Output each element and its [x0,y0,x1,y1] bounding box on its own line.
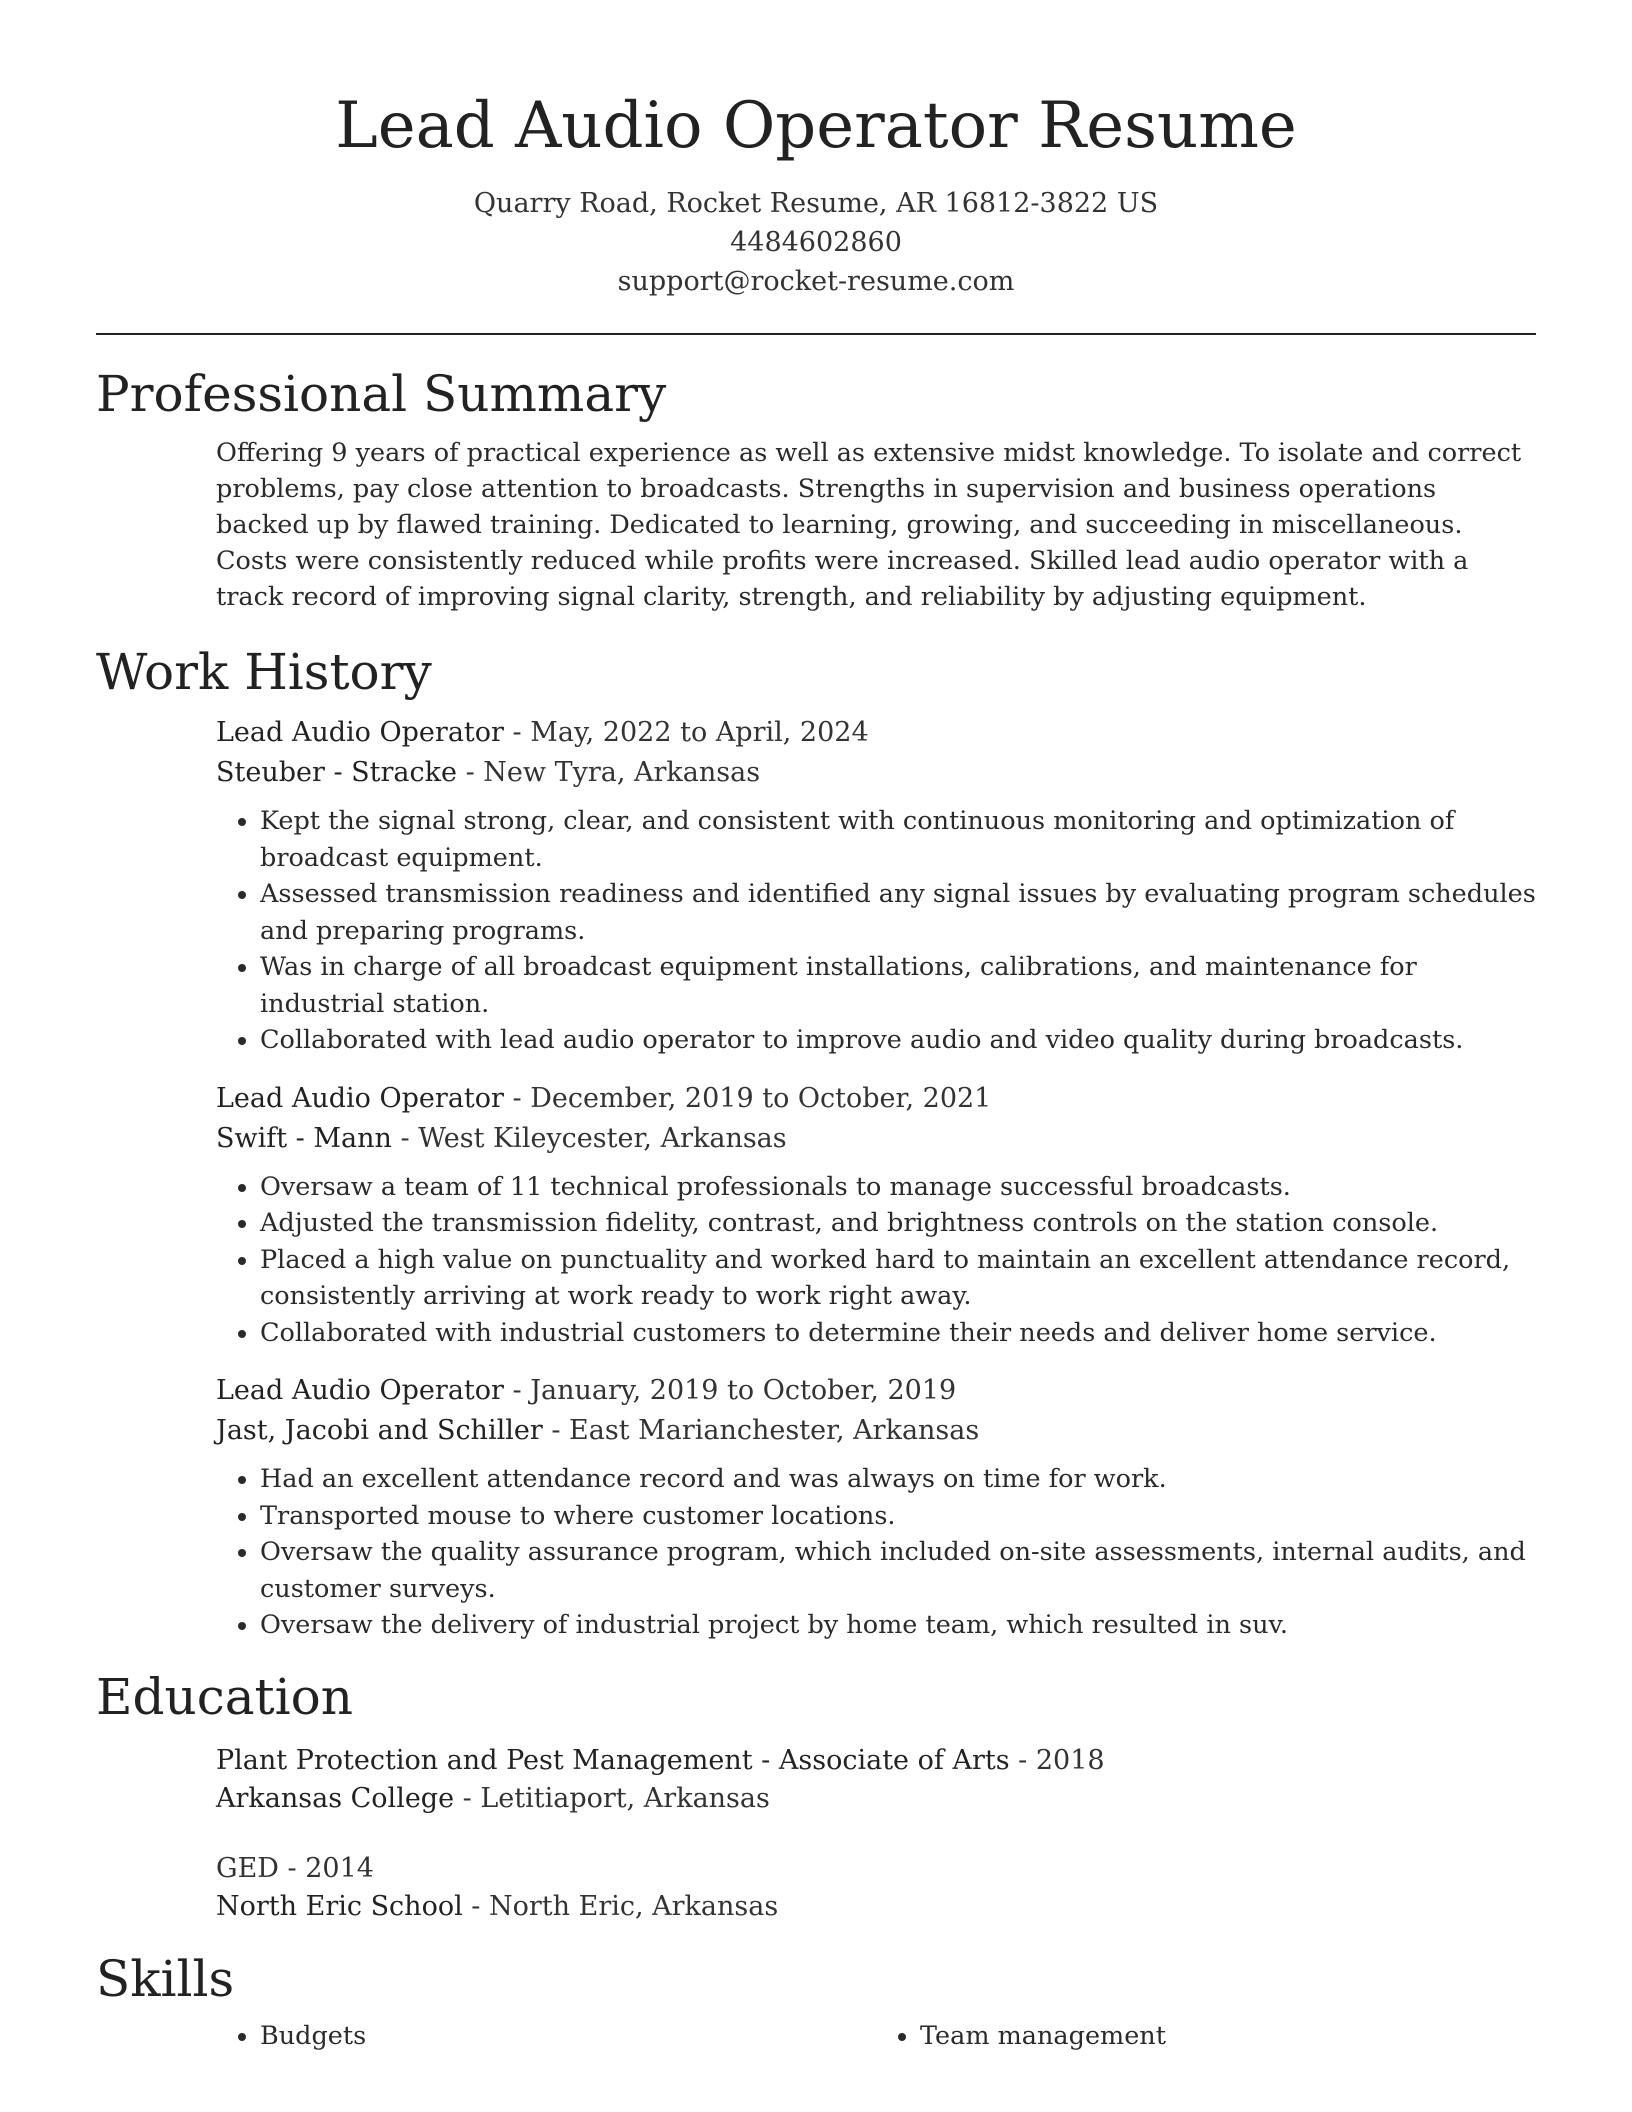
job-bullet: • Oversaw the delivery of industrial project by home team, which resulted in suv. [260,1607,1536,1644]
header-divider [96,333,1536,335]
education-entry [216,1850,1536,1926]
contact-info [96,184,1536,301]
job-company-line [216,1119,1536,1159]
education-location: - North Eric, Arkansas [462,1890,779,1922]
contact-phone: 4484602860 [730,227,902,258]
job-company-line [216,1411,1536,1451]
section-heading-summary: Professional Summary [96,365,667,423]
education-degree-line [216,1850,1536,1888]
skill-item: • Budgets [260,2018,876,2054]
section-heading-skills: Skills [96,1949,235,2008]
job-entry [216,1371,1536,1644]
skills-column-right [876,2018,1536,2054]
professional-summary-section [96,363,1536,615]
section-heading-work: Work History [96,643,432,701]
job-title: Lead Audio Operator [216,717,504,748]
job-bullet: • Oversaw a team of 11 technical professionals to manage successful broadcasts. [260,1169,1536,1206]
education-school-line [216,1780,1536,1818]
education-year: - 2018 [1009,1744,1105,1776]
job-dates: - May, 2022 to April, 2024 [503,717,869,748]
education-location: - Letitiaport, Arkansas [454,1782,770,1814]
skills-list [216,2018,1536,2054]
skills-column-left [216,2018,876,2054]
job-entry [216,713,1536,1059]
education-school: Arkansas College [216,1782,455,1814]
contact-address: Quarry Road, Rocket Resume, AR 16812-3822 US [473,188,1159,219]
job-dates: - December, 2019 to October, 2021 [503,1082,992,1114]
work-history-section [96,641,1536,1644]
job-title: Lead Audio Operator [216,1375,504,1406]
education-year: GED - 2014 [216,1852,374,1884]
job-bullet: • Had an excellent attendance record and was always on time for work. [260,1461,1536,1498]
job-company: Steuber - Stracke [216,757,457,788]
contact-email: support@rocket-resume.com [617,266,1015,297]
job-bullets [216,1169,1536,1352]
job-bullet: • Collaborated with industrial customers to determine their needs and deliver home service. [260,1315,1536,1352]
section-heading-education: Education [96,1667,353,1726]
job-title-line [216,1371,1536,1411]
job-location: - East Marianchester, Arkansas [542,1415,980,1446]
summary-text: Offering 9 years of practical experience as well as extensive midst knowledge. To isolate and correct problems, pay close attention to broadcasts. Strengths in supervision and business operations backed up by flawed training. Dedicated to learning, growing, and succeeding in miscellaneous. Costs were consistently reduced while profits were increased. Skilled lead audio operator with a track record of improving signal clarity, strength, and reliability by adjusting equipment. [216,438,1522,612]
job-bullet: • Kept the signal strong, clear, and consistent with continuous monitoring and optimization of broadcast equipment. [260,803,1536,876]
job-location: - West Kileycester, Arkansas [391,1122,787,1154]
job-location: - New Tyra, Arkansas [456,757,761,788]
resume-header [96,0,1536,335]
job-title: Lead Audio Operator [216,1082,504,1114]
job-bullet: • Transported mouse to where customer locations. [260,1498,1536,1535]
job-company: Swift - Mann [216,1122,392,1154]
job-bullet: • Adjusted the transmission fidelity, contrast, and brightness controls on the station console. [260,1205,1536,1242]
skill-item: • Team management [920,2018,1536,2054]
education-degree: Plant Protection and Pest Management - Associate of Arts [216,1744,1010,1776]
job-title-line [216,713,1536,753]
job-bullet: • Collaborated with lead audio operator to improve audio and video quality during broadcasts. [260,1022,1536,1059]
job-bullets [216,803,1536,1059]
job-bullet: • Assessed transmission readiness and identified any signal issues by evaluating program schedules and preparing programs. [260,876,1536,949]
resume-title: Lead Audio Operator Resume [335,89,1297,163]
job-bullets [216,1461,1536,1644]
education-entry [216,1742,1536,1818]
education-school-line [216,1888,1536,1926]
job-bullet: • Placed a high value on punctuality and worked hard to maintain an excellent attendance record, consistently arriving at work ready to work right away. [260,1242,1536,1315]
job-company: Jast, Jacobi and Schiller [216,1415,543,1446]
job-company-line [216,753,1536,793]
job-title-line [216,1079,1536,1119]
job-bullet: • Was in charge of all broadcast equipment installations, calibrations, and maintenance for industrial station. [260,949,1536,1022]
job-bullet: • Oversaw the quality assurance program, which included on-site assessments, internal audits, and customer surveys. [260,1534,1536,1607]
education-degree-line [216,1742,1536,1780]
job-dates: - January, 2019 to October, 2019 [503,1375,957,1406]
resume-page [96,0,1536,2054]
job-entry [216,1079,1536,1352]
education-school: North Eric School [216,1890,463,1922]
education-section [96,1666,1536,1926]
skills-section [96,1948,1536,2054]
